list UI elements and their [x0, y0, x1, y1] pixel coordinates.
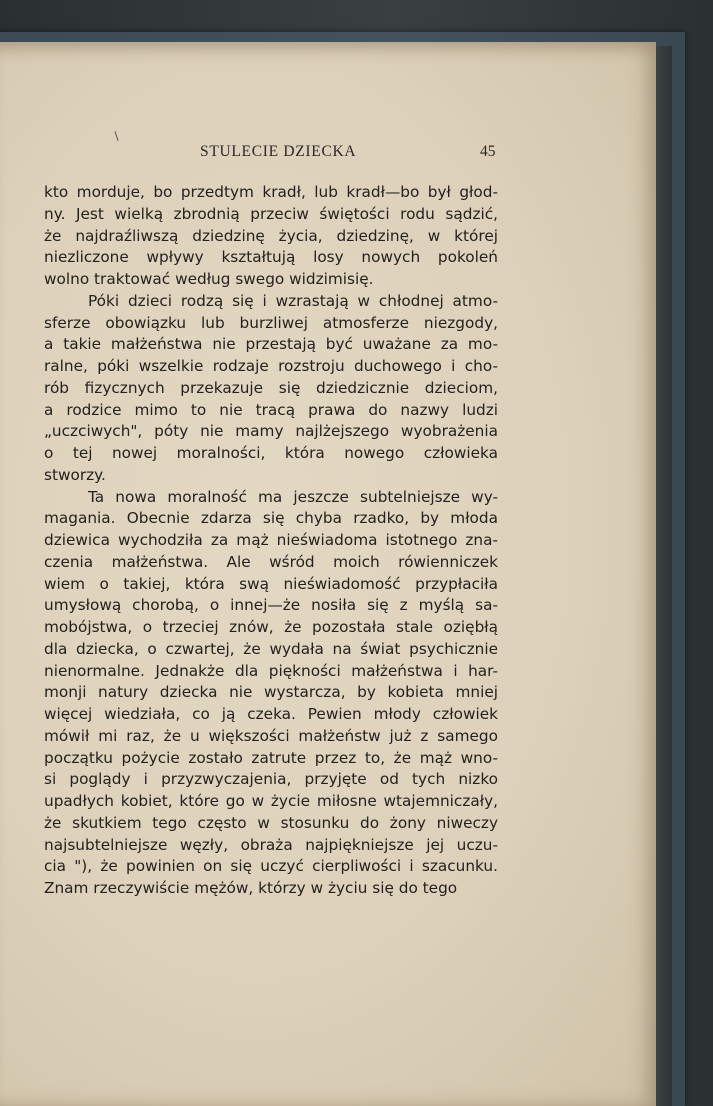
text-line: wiem o takiej, która swą nieświadomość przypłaciła: [44, 574, 498, 593]
text-line: monji natury dziecka nie wystarcza, by kobieta mniej: [44, 683, 498, 702]
text-line: początku pożycie zostało zatrute przez to, że mąż wno-: [44, 748, 498, 767]
text-line: si poglądy i przyzwyczajenia, przyjęte od tych nizko: [44, 770, 498, 789]
text-line: mobójstwa, o trzeciej znów, że pozostała stale oziębłą: [44, 618, 498, 636]
text-line: niezliczone wpływy kształtują losy nowych pokoleń: [44, 248, 498, 267]
text-line: rób fizycznych przekazuje się dziedzicznie dzieciom,: [44, 378, 498, 397]
text-line: nienormalne. Jednakże dla piękności małżeństwa i har-: [44, 661, 498, 680]
text-line: ralne, póki wszelkie rodzaje rozstroju duchowego i cho-: [44, 357, 498, 375]
text-line: o tej nowej moralności, która nowego człowieka: [44, 444, 498, 462]
text-line: a rodzice mimo to nie tracą prawa do nazwy ludzi: [44, 400, 498, 419]
text-line: dla dziecka, o czwartej, że wydała na świat psychicznie: [44, 639, 498, 658]
page-number: 45: [480, 143, 496, 160]
text-line: dziewica wychodziła za mąż nieświadoma istotnego zna-: [44, 531, 498, 549]
text-line: Ta nowa moralność ma jeszcze subtelniejsze wy-: [88, 487, 498, 506]
text-line: najsubtelniejsze węzły, obraża najpiękniejsze jej uczu-: [44, 835, 498, 854]
text-line: ny. Jest wielką zbrodnią przeciw świętości rodu sądzić,: [44, 204, 498, 223]
text-line: kto morduje, bo przedtym kradł, lub kradł—bo był głod-: [44, 183, 498, 201]
text-line: umysłową chorobą, o innej—że nosiła się z myślą sa-: [44, 596, 498, 615]
text-line: Póki dzieci rodzą się i wzrastają w chłodnej atmo-: [88, 291, 498, 310]
text-line: stworzy.: [44, 465, 106, 484]
text-line: sferze obowiązku lub burzliwej atmosferze niezgody,: [44, 313, 498, 332]
text-line: że najdraźliwszą dziedzinę życia, dziedzinę, w której: [44, 226, 498, 245]
text-line: czenia małżeństwa. Ale wśród moich rówienniczek: [44, 552, 498, 571]
text-line: Znam rzeczywiście mężów, którzy w życiu się do tego: [44, 879, 458, 897]
text-line: „uczciwych", póty nie mamy najlżejszego wyobrażenia: [44, 422, 498, 441]
text-line: więcej wiedziała, co ją czeka. Pewien młody człowiek: [44, 705, 498, 723]
text-line: upadłych kobiet, które go w życie miłosne wtajemniczały,: [44, 792, 498, 810]
text-line: że skutkiem tego często w stosunku do żony niweczy: [44, 813, 498, 832]
body-text: [44, 182, 498, 900]
running-header: [0, 140, 713, 166]
text-line: cia "), że powinien on się uczyć cierpliwości i szacunku.: [44, 857, 498, 876]
text-line: mówił mi raz, że u większości małżeństw już z samego: [44, 726, 498, 745]
text-line: a takie małżeństwa nie przestają być uważane za mo-: [44, 335, 498, 354]
text-line: wolno traktować według swego widzimisię.: [44, 270, 374, 288]
text-line: magania. Obecnie zdarza się chyba rzadko, by młoda: [44, 509, 498, 528]
running-title: STULECIE DZIECKA: [200, 143, 357, 160]
